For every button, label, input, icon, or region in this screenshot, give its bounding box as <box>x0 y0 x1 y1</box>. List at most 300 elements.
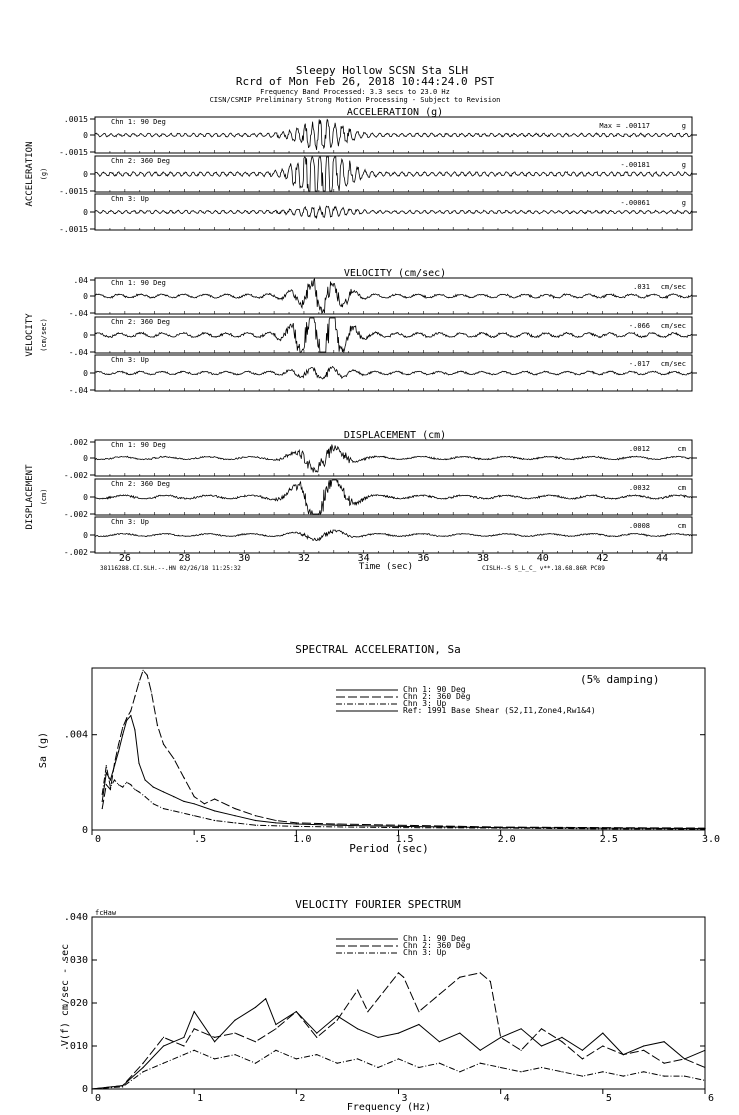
vf-point <box>684 1076 685 1077</box>
sa-point <box>138 791 139 792</box>
vf-point <box>541 1028 542 1029</box>
channel-unit: cm/sec <box>660 322 686 330</box>
vf-point <box>500 1037 501 1038</box>
vf-point <box>296 1058 297 1059</box>
sa-point <box>398 826 399 827</box>
y-tick-label: 0 <box>83 208 88 217</box>
sa-legend <box>336 685 596 715</box>
vf-point <box>541 1045 542 1046</box>
sa-point <box>122 727 123 728</box>
sa-point <box>102 794 103 795</box>
sa-point <box>194 803 195 804</box>
y-tick-label: -.0015 <box>59 187 88 196</box>
vf-x-tick-label: 4 <box>503 1093 510 1104</box>
spectral-acceleration-chart <box>38 643 720 855</box>
channel-trace <box>95 480 692 514</box>
time-tick-label: 36 <box>417 553 430 564</box>
panel-side-label: ACCELERATION <box>25 141 35 207</box>
y-tick-label: .04 <box>73 276 88 285</box>
sa-point <box>255 820 256 821</box>
vf-point <box>398 1033 399 1034</box>
record-header <box>210 64 501 104</box>
vf-point <box>490 981 491 982</box>
vf-x-tick-label: 5 <box>605 1093 612 1104</box>
channel-frame <box>95 517 692 553</box>
channel-peak: .0008 <box>628 522 650 530</box>
channel-label: Chn 1: 90 Deg <box>111 279 166 287</box>
y-tick-label: .0015 <box>63 115 88 124</box>
sa-point <box>118 784 119 785</box>
sa-damping-note: (5% damping) <box>580 673 660 686</box>
vf-point <box>214 1041 215 1042</box>
vf-point <box>357 1058 358 1059</box>
sa-x-tick-label: 3.0 <box>701 834 721 845</box>
processing-note: CISN/CSMIP Preliminary Strong Motion Processing - Subject to Revision <box>209 96 501 104</box>
channel-trace <box>95 206 692 218</box>
panel-unit-label: (cm) <box>40 488 48 506</box>
sa-series-3 <box>102 766 705 829</box>
channel-peak: .0032 <box>628 484 650 492</box>
sa-x-tick-label: 2.0 <box>497 834 516 845</box>
vf-point <box>275 1024 276 1025</box>
y-tick-label: -.002 <box>63 510 88 519</box>
channel-label: Chn 2: 360 Deg <box>111 480 171 488</box>
sa-point <box>102 808 103 809</box>
y-tick-label: 0 <box>83 369 88 378</box>
sa-point <box>194 796 195 797</box>
channel-unit: g <box>681 199 686 207</box>
y-tick-label: -.002 <box>63 471 88 480</box>
vf-point <box>214 1037 215 1038</box>
vf-point <box>337 1020 338 1021</box>
channel-peak: -.066 <box>628 322 650 330</box>
channel-label: Chn 3: Up <box>111 518 149 526</box>
panel-unit-label: (g) <box>40 167 48 181</box>
vf-y-tick-label: 0 <box>81 1084 88 1095</box>
channel-trace <box>95 279 692 313</box>
sa-point <box>163 791 164 792</box>
vf-title: VELOCITY FOURIER SPECTRUM <box>295 898 461 911</box>
sa-point <box>337 825 338 826</box>
y-tick-label: 0 <box>83 331 88 340</box>
vf-point <box>684 1058 685 1059</box>
vf-point <box>183 1054 184 1055</box>
vf-point <box>377 1067 378 1068</box>
channel-label: Chn 2: 360 Deg <box>111 318 171 326</box>
sa-point <box>500 827 501 828</box>
time-axis-label: Time (sec) <box>358 562 414 572</box>
sa-point <box>296 822 297 823</box>
sa-point <box>110 779 111 780</box>
channel-label: Chn 1: 90 Deg <box>111 118 166 126</box>
sa-point <box>110 789 111 790</box>
sa-point <box>337 823 338 824</box>
sa-legend-label-1: Chn 1: 90 Deg <box>403 685 466 694</box>
channel-frame <box>95 355 692 391</box>
vf-frame <box>92 917 705 1089</box>
panel-title: ACCELERATION (g) <box>346 107 444 118</box>
vf-point <box>194 1011 195 1012</box>
channel-unit: cm <box>677 484 686 492</box>
sa-point <box>118 744 119 745</box>
vf-point <box>234 1020 235 1021</box>
vf-point <box>561 1037 562 1038</box>
sa-frame <box>92 668 705 830</box>
vf-point <box>377 1037 378 1038</box>
time-tick-label: 44 <box>656 553 669 564</box>
sa-series-1 <box>102 716 705 829</box>
frequency-band: Frequency Band Processed: 3.3 secs to 23.0 Hz <box>260 88 450 96</box>
vf-point <box>234 1054 235 1055</box>
vf-corner-label: fcHaw <box>95 909 117 917</box>
panel-1 <box>25 268 697 395</box>
sa-point <box>114 763 115 764</box>
vf-y-tick-label: .040 <box>63 912 88 923</box>
sa-y-tick-label: .004 <box>63 729 88 741</box>
vf-series-1 <box>92 999 705 1089</box>
vf-point <box>439 1063 440 1064</box>
sa-point <box>130 784 131 785</box>
vf-point <box>296 1011 297 1012</box>
vf-point <box>255 1041 256 1042</box>
vf-point <box>704 1080 705 1081</box>
vf-point <box>194 1050 195 1051</box>
vf-point <box>316 1037 317 1038</box>
vf-point <box>337 1063 338 1064</box>
vf-point <box>521 1028 522 1029</box>
vf-x-tick-label: 2 <box>299 1093 306 1104</box>
vf-y-label: V(f) cm/sec - sec <box>60 943 71 1047</box>
vf-point <box>602 1071 603 1072</box>
sa-point <box>163 744 164 745</box>
sa-point <box>183 777 184 778</box>
channel-peak: .031 <box>633 283 650 291</box>
sa-point <box>130 710 131 711</box>
sa-point <box>102 801 103 802</box>
channel-unit: cm/sec <box>660 360 686 368</box>
vf-point <box>142 1071 143 1072</box>
vf-point <box>561 1071 562 1072</box>
channel-label: Chn 3: Up <box>111 195 149 203</box>
y-tick-label: -.0015 <box>59 148 88 157</box>
channel-trace <box>95 318 692 352</box>
sa-point <box>255 825 256 826</box>
vf-point <box>521 1071 522 1072</box>
velocity-fourier-chart <box>60 898 714 1113</box>
channel-unit: cm <box>677 522 686 530</box>
time-tick-label: 40 <box>536 553 549 564</box>
sa-point <box>153 787 154 788</box>
vf-point <box>163 1037 164 1038</box>
vf-point <box>480 1063 481 1064</box>
vf-point <box>234 1033 235 1034</box>
sa-point <box>398 825 399 826</box>
vf-point <box>183 1045 184 1046</box>
vf-point <box>194 1028 195 1029</box>
panel-title: DISPLACEMENT (cm) <box>343 430 447 441</box>
sa-point <box>173 796 174 797</box>
channel-label: Chn 3: Up <box>111 356 149 364</box>
channel-peak: -.00061 <box>620 199 650 207</box>
vf-point <box>142 1063 143 1064</box>
vf-point <box>357 1028 358 1029</box>
vf-point <box>521 1050 522 1051</box>
vf-y-tick-label: .010 <box>63 1041 88 1052</box>
panel-side-label: DISPLACEMENT <box>25 464 35 530</box>
sa-point <box>157 725 158 726</box>
vf-point <box>316 1054 317 1055</box>
vf-legend-label-3: Chn 3: Up <box>403 948 447 957</box>
vf-point <box>623 1054 624 1055</box>
sa-point <box>153 803 154 804</box>
sa-point <box>126 717 127 718</box>
vf-series <box>91 972 705 1089</box>
vf-x-label: Frequency (Hz) <box>346 1102 432 1113</box>
vf-point <box>275 1028 276 1029</box>
time-tick-label: 32 <box>297 553 310 564</box>
station-title: Sleepy Hollow SCSN Sta SLH <box>295 64 469 77</box>
sa-point <box>204 803 205 804</box>
channel-peak: .0012 <box>628 445 650 453</box>
vf-point <box>122 1086 123 1087</box>
vf-x-tick-label: 0 <box>94 1093 102 1104</box>
vf-ticks <box>64 912 714 1104</box>
sa-x-tick-label: .5 <box>194 834 207 845</box>
vf-point <box>316 1033 317 1034</box>
vf-point <box>418 1024 419 1025</box>
sa-point <box>138 763 139 764</box>
sa-point <box>134 729 135 730</box>
vf-point <box>142 1067 143 1068</box>
vf-point <box>561 1041 562 1042</box>
vf-point <box>439 994 440 995</box>
vf-point <box>582 1050 583 1051</box>
vf-point <box>377 998 378 999</box>
vf-point <box>357 990 358 991</box>
sa-point <box>234 815 235 816</box>
record-id-footer: 38116288.CI.SLH.--.HN 02/26/18 11:25:32 <box>100 565 241 572</box>
vf-point <box>643 1050 644 1051</box>
vf-point <box>265 998 266 999</box>
sa-point <box>275 822 276 823</box>
sa-x-tick-label: 1.5 <box>395 834 414 845</box>
y-tick-label: -.04 <box>68 386 88 395</box>
vf-point <box>643 1071 644 1072</box>
vf-point <box>643 1045 644 1046</box>
sa-point <box>704 828 705 829</box>
y-tick-label: 0 <box>83 170 88 179</box>
sa-title: SPECTRAL ACCELERATION, Sa <box>295 643 461 656</box>
y-tick-label: .002 <box>68 438 88 447</box>
vf-point <box>183 1037 184 1038</box>
record-title: Rcrd of Mon Feb 26, 2018 10:44:24.0 PST <box>235 75 495 88</box>
sa-point <box>151 691 152 692</box>
sa-x-tick-label: 2.5 <box>599 834 618 845</box>
sa-point <box>106 772 107 773</box>
vf-x-tick-label: 3 <box>401 1093 408 1104</box>
sa-point <box>234 822 235 823</box>
sa-point <box>173 758 174 759</box>
channel-trace <box>95 157 692 191</box>
sa-point <box>122 787 123 788</box>
time-tick-label: 26 <box>118 553 131 564</box>
sa-point <box>145 779 146 780</box>
sa-point <box>163 808 164 809</box>
sa-point <box>138 682 139 683</box>
sa-point <box>183 801 184 802</box>
vf-point <box>500 1067 501 1068</box>
vf-point <box>275 1050 276 1051</box>
vf-point <box>398 972 399 973</box>
vf-point <box>403 977 404 978</box>
y-tick-label: -.04 <box>68 348 88 357</box>
vf-point <box>367 1011 368 1012</box>
sa-point <box>142 670 143 671</box>
sa-point <box>214 798 215 799</box>
time-tick-label: 42 <box>596 553 609 564</box>
vf-point <box>541 1067 542 1068</box>
sa-point <box>145 796 146 797</box>
channel-unit: cm/sec <box>660 283 686 291</box>
vf-point <box>602 1033 603 1034</box>
sa-point <box>255 815 256 816</box>
sa-x-label: Period (sec) <box>349 842 429 855</box>
sa-point <box>122 734 123 735</box>
sa-legend-label-4: Ref: 1991 Base Shear (S2,I1,Zone4,Rw1&4) <box>403 706 596 715</box>
time-tick-label: 34 <box>357 553 370 564</box>
time-tick-label: 28 <box>178 553 191 564</box>
sa-point <box>275 820 276 821</box>
sa-point <box>602 827 603 828</box>
time-axis <box>100 553 668 572</box>
channel-trace <box>95 445 692 473</box>
vf-series-3 <box>92 1050 705 1089</box>
sa-point <box>134 789 135 790</box>
vf-point <box>704 1050 705 1051</box>
y-tick-label: -.04 <box>68 309 88 318</box>
sa-point <box>214 810 215 811</box>
time-series-panels <box>25 107 697 557</box>
channel-peak: -.017 <box>628 360 650 368</box>
vf-point <box>602 1045 603 1046</box>
time-tick-label: 38 <box>477 553 490 564</box>
sa-point <box>147 675 148 676</box>
vf-point <box>480 1050 481 1051</box>
vf-legend-label-1: Chn 1: 90 Deg <box>403 934 466 943</box>
vf-series-2 <box>92 973 705 1089</box>
panel-unit-label: (cm/sec) <box>40 318 48 352</box>
sa-point <box>130 715 131 716</box>
processing-id-footer: CISLH--S S_L_C_ v**.18.68.86R PC89 <box>482 565 605 572</box>
vf-point <box>163 1045 164 1046</box>
vf-point <box>337 1015 338 1016</box>
vf-point <box>480 972 481 973</box>
sa-point <box>110 787 111 788</box>
channel-peak: -.00181 <box>620 161 650 169</box>
sa-point <box>602 828 603 829</box>
vf-point <box>664 1041 665 1042</box>
vf-point <box>163 1063 164 1064</box>
panel-side-label: VELOCITY <box>25 313 35 357</box>
sa-point <box>214 820 215 821</box>
vf-point <box>91 1088 92 1089</box>
vf-y-tick-label: .020 <box>63 998 88 1009</box>
vf-point <box>664 1063 665 1064</box>
vf-point <box>418 1011 419 1012</box>
channel-unit: cm <box>677 445 686 453</box>
vf-point <box>582 1058 583 1059</box>
channel-trace <box>95 530 692 541</box>
sa-point <box>194 815 195 816</box>
channel-unit: g <box>681 161 686 169</box>
y-tick-label: 0 <box>83 493 88 502</box>
vf-point <box>255 1007 256 1008</box>
sa-point <box>114 779 115 780</box>
vf-point <box>623 1076 624 1077</box>
sa-point <box>173 810 174 811</box>
sa-legend-label-2: Chn 2: 360 Deg <box>403 692 471 701</box>
vf-point <box>439 1041 440 1042</box>
channel-trace <box>95 367 692 380</box>
panel-0 <box>25 107 697 234</box>
sa-point <box>296 823 297 824</box>
sa-point <box>118 751 119 752</box>
vf-point <box>582 1076 583 1077</box>
sa-y-tick-label: 0 <box>81 825 88 836</box>
sa-legend-label-3: Chn 3: Up <box>403 699 447 708</box>
channel-label: Chn 2: 360 Deg <box>111 157 171 165</box>
sa-point <box>234 808 235 809</box>
vf-point <box>704 1067 705 1068</box>
y-tick-label: -.0015 <box>59 225 88 234</box>
y-tick-label: 0 <box>83 292 88 301</box>
vf-point <box>398 1058 399 1059</box>
y-tick-label: 0 <box>83 531 88 540</box>
y-tick-label: 0 <box>83 454 88 463</box>
sa-x-tick-label: 1.0 <box>293 834 312 845</box>
vf-x-tick-label: 1 <box>197 1093 204 1104</box>
sa-point <box>398 827 399 828</box>
y-tick-label: -.002 <box>63 548 88 557</box>
vf-point <box>418 1067 419 1068</box>
sa-point <box>134 696 135 697</box>
sa-x-tick-label: 0 <box>94 834 102 845</box>
sa-point <box>296 826 297 827</box>
sa-point <box>106 784 107 785</box>
vf-point <box>255 1063 256 1064</box>
vf-point <box>664 1076 665 1077</box>
vf-point <box>459 1071 460 1072</box>
vf-y-tick-label: .030 <box>63 955 88 966</box>
sa-point <box>106 765 107 766</box>
vf-point <box>122 1085 123 1086</box>
vf-point <box>459 977 460 978</box>
channel-unit: g <box>681 122 686 130</box>
vf-legend-label-2: Chn 2: 360 Deg <box>403 941 471 950</box>
channel-peak: Max = .00117 <box>599 122 650 130</box>
vf-point <box>214 1058 215 1059</box>
channel-label: Chn 1: 90 Deg <box>111 441 166 449</box>
vf-point <box>459 1033 460 1034</box>
panel-title: VELOCITY (cm/sec) <box>343 268 447 279</box>
vf-legend <box>336 934 471 957</box>
panel-2 <box>25 430 697 557</box>
time-tick-label: 30 <box>238 553 251 564</box>
vf-x-tick-label: 6 <box>707 1093 715 1104</box>
y-tick-label: 0 <box>83 131 88 140</box>
sa-point <box>126 782 127 783</box>
sa-y-label: Sa (g) <box>38 731 49 769</box>
